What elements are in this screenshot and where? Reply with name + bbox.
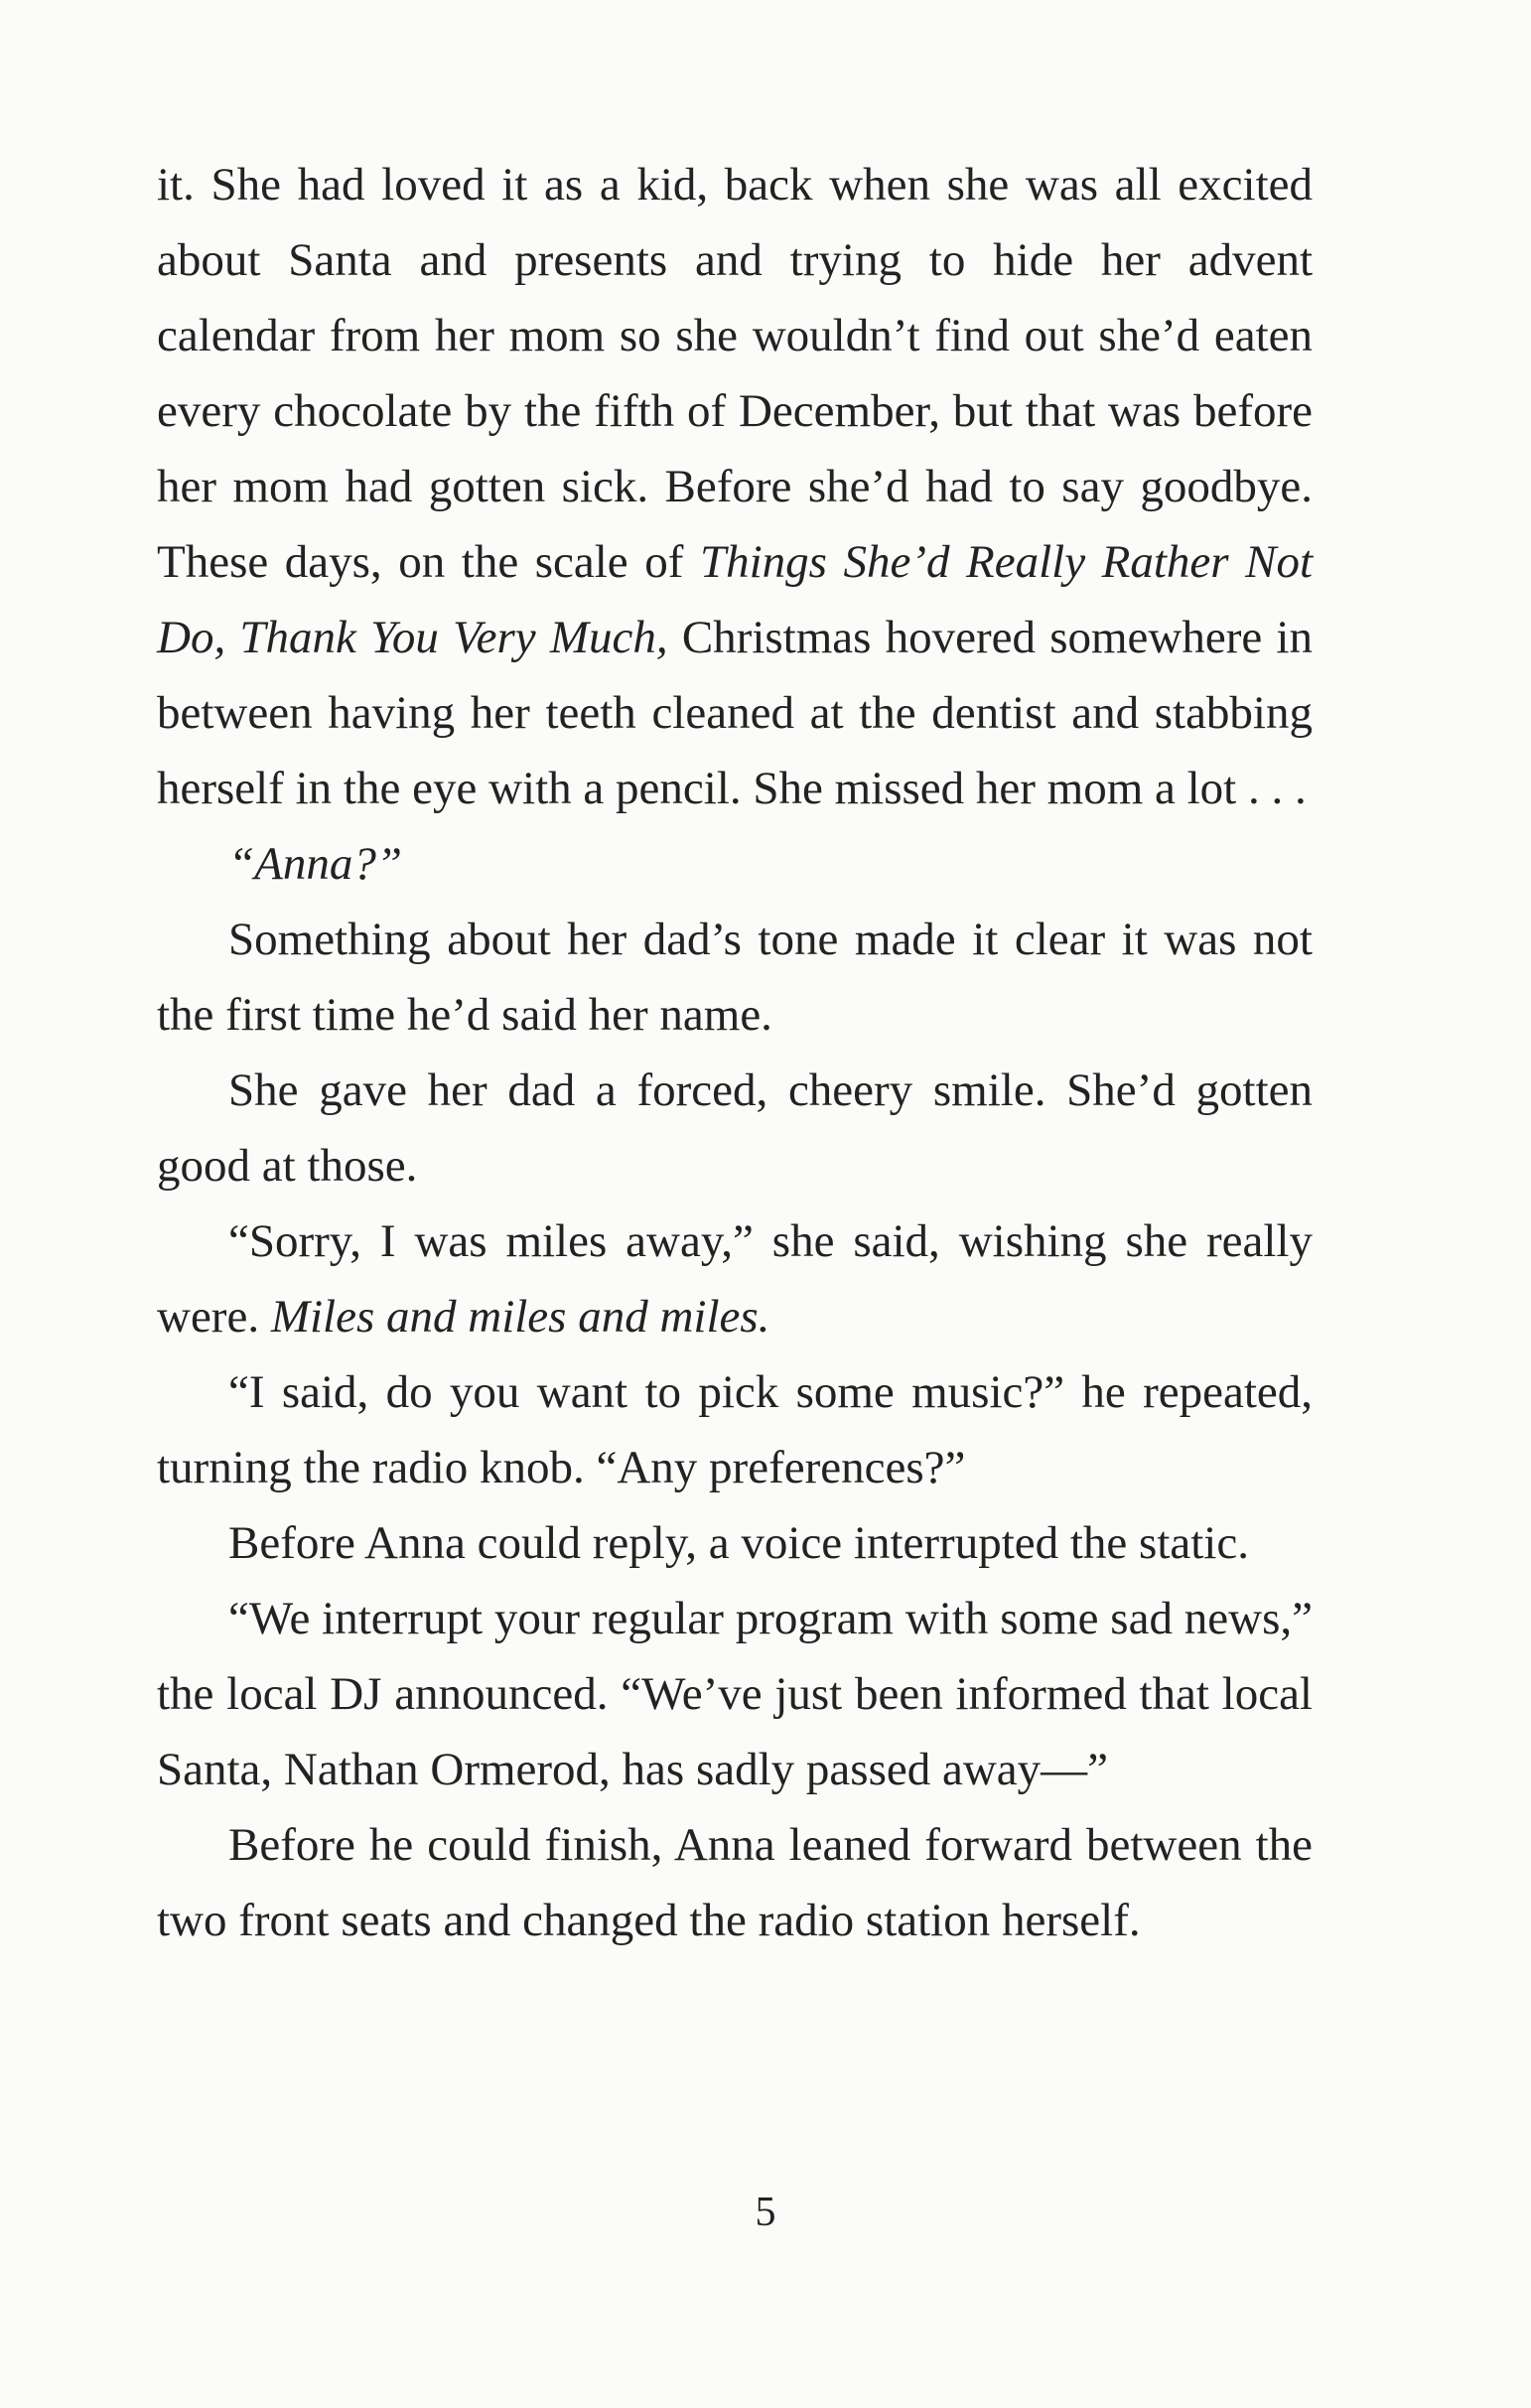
paragraph-text: Christmas hovered somewhere in between having her teeth cleaned at the dentist and stabbing herself in the eye with a pencil. She missed her mom a lot . . . [157,612,1313,814]
italic-phrase: Things She’d Really Rather Not Do, Thank You Very Much, [157,536,1314,663]
paragraph [157,1053,1313,1204]
paragraph [157,147,1313,826]
paragraph-text: “I said, do you want to pick some music?” he repeated, turning the radio knob. “Any preferences?” [157,1366,1313,1493]
italic-dialogue: “Anna?” [228,838,402,890]
paragraph [157,1505,1313,1581]
body-text [157,147,1313,1958]
paragraph [157,1354,1313,1505]
paragraph-text: She gave her dad a forced, cheery smile. She’d gotten good at those. [157,1064,1313,1192]
paragraph-text: Before Anna could reply, a voice interrupted the static. [228,1517,1249,1569]
page-number: 5 [755,2190,776,2235]
paragraph-text: it. She had loved it as a kid, back when she was all excited about Santa and presents and trying to hide her advent calendar from her mom so she wouldn’t find out she’d eaten every chocolate by the fifth of December, but that was before her mom had gotten sick. Before she’d had to say goodbye. These days, on the scale of [157,159,1313,588]
paragraph [157,902,1313,1053]
italic-phrase: Miles and miles and miles. [270,1291,770,1343]
paragraph [157,1807,1313,1958]
paragraph-text: Something about her dad’s tone made it clear it was not the first time he’d said her name. [157,914,1313,1041]
paragraph [157,1581,1313,1807]
paragraph [157,1204,1313,1354]
paragraph-text: “Sorry, I was miles away,” she said, wishing she really were. [157,1215,1313,1343]
paragraph-text: “We interrupt your regular program with some sad news,” the local DJ announced. “We’ve just been informed that local Santa, Nathan Ormerod, has sadly passed away—” [157,1593,1313,1795]
paragraph [157,826,1313,902]
paragraph-text: Before he could finish, Anna leaned forward between the two front seats and changed the radio station herself. [157,1819,1313,1946]
